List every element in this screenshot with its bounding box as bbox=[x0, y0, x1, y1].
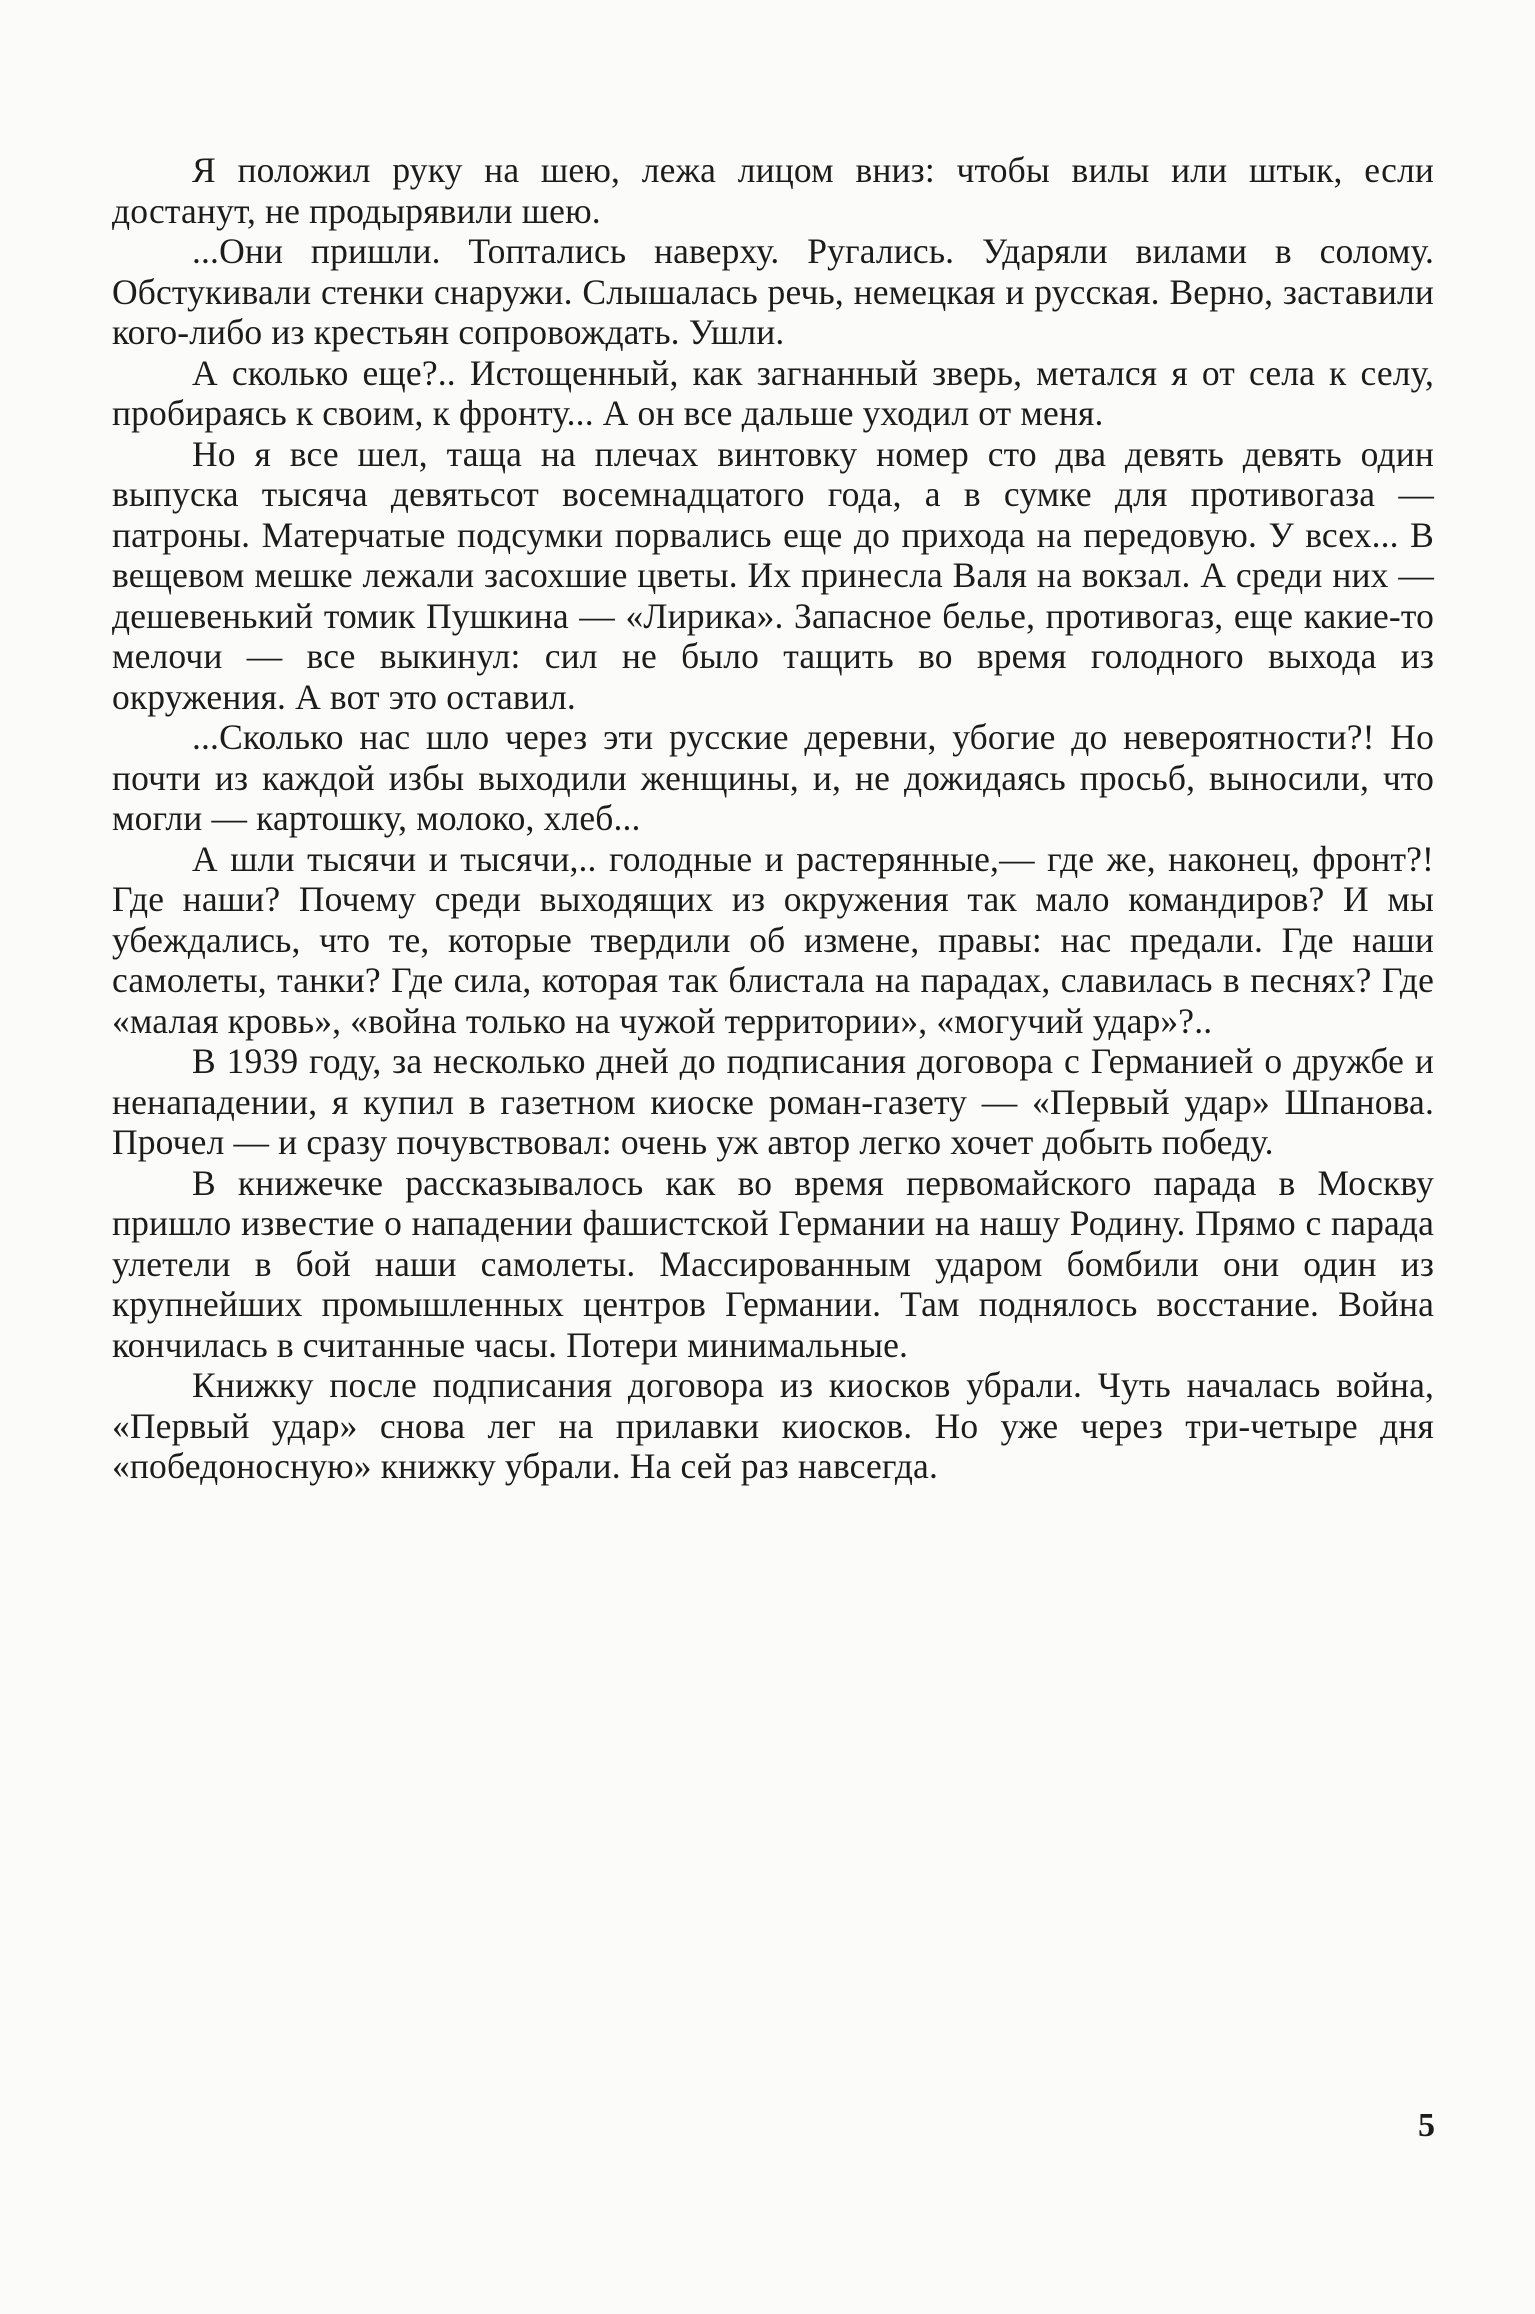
paragraph-9: Книжку после подписания договора из киосков убрали. Чуть началась война, «Первый удар» снова лег на прилавки киосков. Но уже через три-четыре дня «победоносную» книжку убрали. На сей раз навсегда. bbox=[112, 1365, 1434, 1486]
paragraph-8: В книжечке рассказывалось как во время первомайского парада в Москву пришло известие о нападении фашистской Германии на нашу Родину. Прямо с парада улетели в бой наши самолеты. Массированным ударом бомбили они один из крупнейших промышленных центров Германии. Там поднялось восстание. Война кончилась в считанные часы. Потери минимальные. bbox=[112, 1162, 1434, 1365]
paragraph-2: ...Они пришли. Топтались наверху. Ругались. Ударяли вилами в солому. Обстукивали стенки снаружи. Слышалась речь, немецкая и русская. Верно, заставили кого-либо из крестьян сопровождать. Ушли. bbox=[112, 231, 1434, 352]
page-number: 5 bbox=[1418, 2107, 1435, 2144]
paragraph-5: ...Сколько нас шло через эти русские деревни, убогие до невероятности?! Но почти из каждой избы выходили женщины, и, не дожидаясь просьб, выносили, что могли — картошку, молоко, хлеб... bbox=[112, 717, 1434, 838]
paragraph-4: Но я все шел, таща на плечах винтовку номер сто два девять девять один выпуска тысяча девятьсот восемнадцатого года, а в сумке для противогаза — патроны. Матерчатые подсумки порвались еще до прихода на передовую. У всех... В вещевом мешке лежали засохшие цветы. Их принесла Валя на вокзал. А среди них — дешевенький томик Пушкина — «Лирика». Запасное белье, противогаз, еще какие-то мелочи — все выкинул: сил не было тащить во время голодного выхода из окружения. А вот это оставил. bbox=[112, 433, 1434, 717]
paragraph-3: А сколько еще?.. Истощенный, как загнанный зверь, метался я от села к селу, пробираясь к своим, к фронту... А он все дальше уходил от меня. bbox=[112, 352, 1434, 433]
body-text bbox=[112, 150, 1434, 1487]
paragraph-1: Я положил руку на шею, лежа лицом вниз: чтобы вилы или штык, если достанут, не продырявили шею. bbox=[112, 150, 1434, 231]
paragraph-6: А шли тысячи и тысячи,.. голодные и растерянные,— где же, наконец, фронт?! Где наши? Почему среди выходящих из окружения так мало командиров? И мы убеждались, что те, которые твердили об измене, правы: нас предали. Где наши самолеты, танки? Где сила, которая так блистала на парадах, славилась в песнях? Где «малая кровь», «война только на чужой территории», «могучий удар»?.. bbox=[112, 838, 1434, 1041]
paragraph-7: В 1939 году, за несколько дней до подписания договора с Германией о дружбе и ненападении, я купил в газетном киоске роман-газету — «Первый удар» Шпанова. Прочел — и сразу почувствовал: очень уж автор легко хочет добыть победу. bbox=[112, 1041, 1434, 1162]
